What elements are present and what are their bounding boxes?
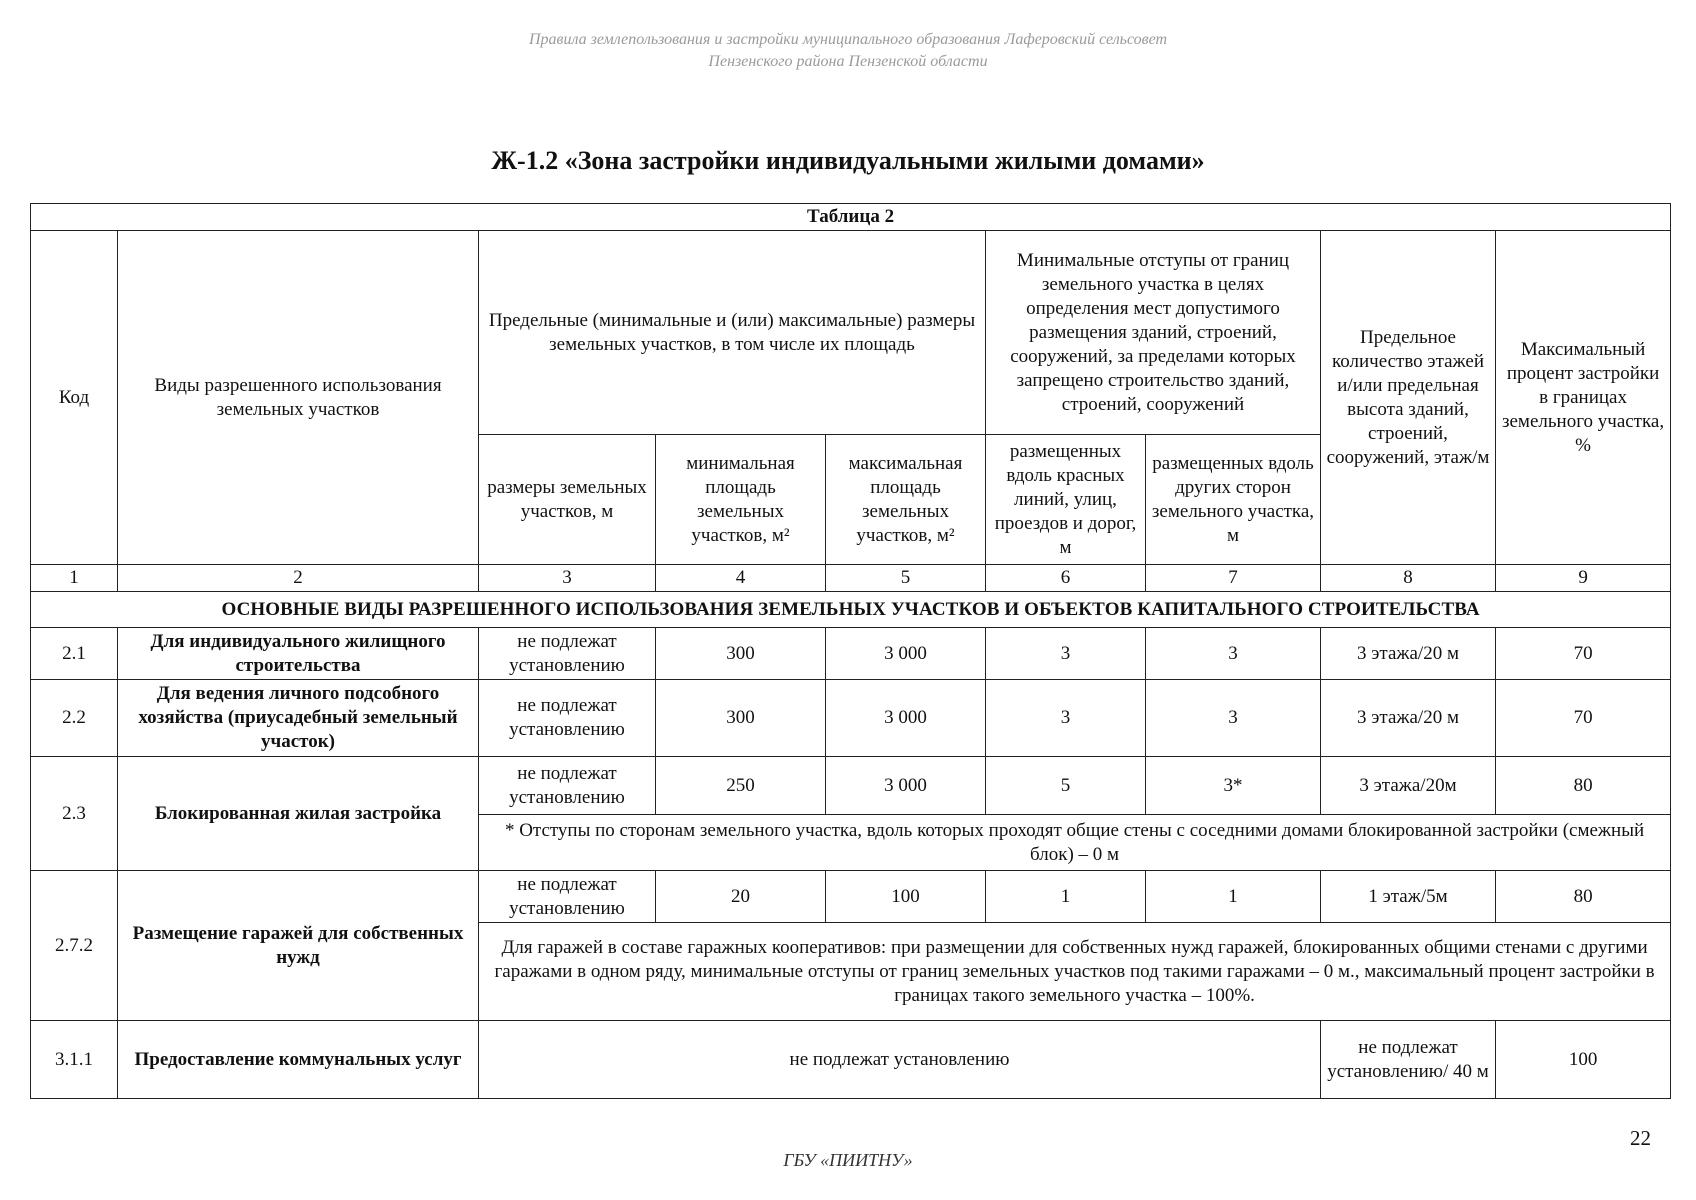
- subheader-max-area: максимальная площадь земельных участков, м²: [826, 435, 986, 565]
- document-header-line-1: Правила землепользования и застройки муниципального образования Лаферовский сельсовет: [528, 31, 1168, 48]
- header-kind: Виды разрешенного использования земельных участков: [118, 231, 479, 565]
- cell-min-area: 300: [656, 628, 826, 680]
- page-number: 22: [1630, 1126, 1651, 1150]
- column-number: 7: [1146, 565, 1321, 592]
- column-number: 9: [1496, 565, 1671, 592]
- cell-kind: Предоставление коммунальных услуг: [118, 1021, 479, 1099]
- table-row: [31, 628, 1671, 680]
- column-number: 8: [1321, 565, 1496, 592]
- header-group-setbacks: Минимальные отступы от границ земельного участка в целях определения мест допустимого размещения зданий, строений, сооружений, за пределами которых запрещено строительство зданий, строений, сооружений: [986, 231, 1321, 435]
- cell-other-sides: 3*: [1146, 757, 1321, 815]
- document-footer: ГБУ «ПИИТНУ»: [783, 1150, 913, 1170]
- cell-sizes: не подлежат установлению: [479, 628, 656, 680]
- column-number: 4: [656, 565, 826, 592]
- cell-max-area: 3 000: [826, 680, 986, 757]
- cell-red-lines: 3: [986, 680, 1146, 757]
- column-number: 2: [118, 565, 479, 592]
- cell-note: Для гаражей в составе гаражных кооперативов: при размещении для собственных нужд гаражей, блокированных общими стенами с другими гаражами в одном ряду, минимальные отступы от границ земельных участков под такими гаражами – 0 м., максимальный процент застройки в границах такого земельного участка – 100%.: [479, 923, 1671, 1021]
- cell-percent: 80: [1496, 757, 1671, 815]
- cell-kind: Блокированная жилая застройка: [118, 757, 479, 871]
- cell-min-area: 250: [656, 757, 826, 815]
- cell-kind: Для индивидуального жилищного строительства: [118, 628, 479, 680]
- cell-sizes: не подлежат установлению: [479, 757, 656, 815]
- cell-percent: 80: [1496, 871, 1671, 923]
- cell-red-lines: 3: [986, 628, 1146, 680]
- cell-sizes: не подлежат установлению: [479, 680, 656, 757]
- cell-floors: не подлежат установлению/ 40 м: [1321, 1021, 1496, 1099]
- cell-max-area: 3 000: [826, 628, 986, 680]
- cell-merged-values: не подлежат установлению: [479, 1021, 1321, 1099]
- cell-other-sides: 1: [1146, 871, 1321, 923]
- cell-kind: Для ведения личного подсобного хозяйства (приусадебный земельный участок): [118, 680, 479, 757]
- cell-floors: 3 этажа/20 м: [1321, 628, 1496, 680]
- header-percent: Максимальный процент застройки в границах земельного участка, %: [1496, 231, 1671, 565]
- table-row: [31, 1021, 1671, 1099]
- subheader-sizes: размеры земельных участков, м: [479, 435, 656, 565]
- cell-other-sides: 3: [1146, 680, 1321, 757]
- cell-other-sides: 3: [1146, 628, 1321, 680]
- cell-percent: 70: [1496, 680, 1671, 757]
- cell-min-area: 300: [656, 680, 826, 757]
- cell-max-area: 100: [826, 871, 986, 923]
- cell-code: 2.3: [31, 757, 118, 871]
- header-floors: Предельное количество этажей и/или предельная высота зданий, строений, сооружений, этаж/м: [1321, 231, 1496, 565]
- cell-code: 2.1: [31, 628, 118, 680]
- document-header-line-2: Пензенского района Пензенской области: [708, 53, 988, 70]
- subheader-min-area: минимальная площадь земельных участков, м²: [656, 435, 826, 565]
- cell-percent: 70: [1496, 628, 1671, 680]
- column-number: 5: [826, 565, 986, 592]
- cell-code: 2.2: [31, 680, 118, 757]
- cell-floors: 1 этаж/5м: [1321, 871, 1496, 923]
- table-row: [31, 871, 1671, 923]
- cell-floors: 3 этажа/20 м: [1321, 680, 1496, 757]
- page-title: Ж-1.2 «Зона застройки индивидуальными жилыми домами»: [491, 146, 1205, 175]
- cell-red-lines: 1: [986, 871, 1146, 923]
- section-heading: ОСНОВНЫЕ ВИДЫ РАЗРЕШЕННОГО ИСПОЛЬЗОВАНИЯ ЗЕМЕЛЬНЫХ УЧАСТКОВ И ОБЪЕКТОВ КАПИТАЛЬНОГО СТРОИТЕЛЬСТВА: [31, 592, 1671, 628]
- table-number: Таблица 2: [31, 204, 1671, 231]
- table-row: [31, 680, 1671, 757]
- column-number: 1: [31, 565, 118, 592]
- cell-kind: Размещение гаражей для собственных нужд: [118, 871, 479, 1021]
- cell-note: * Отступы по сторонам земельного участка, вдоль которых проходят общие стены с соседними домами блокированной застройки (смежный блок) – 0 м: [479, 815, 1671, 871]
- table-row: [31, 757, 1671, 815]
- header-group-sizes: Предельные (минимальные и (или) максимальные) размеры земельных участков, в том числе их площадь: [479, 231, 986, 435]
- cell-red-lines: 5: [986, 757, 1146, 815]
- column-number: 6: [986, 565, 1146, 592]
- cell-max-area: 3 000: [826, 757, 986, 815]
- cell-code: 3.1.1: [31, 1021, 118, 1099]
- zoning-table: [30, 203, 1671, 1099]
- cell-min-area: 20: [656, 871, 826, 923]
- subheader-red-lines: размещенных вдоль красных линий, улиц, проездов и дорог, м: [986, 435, 1146, 565]
- header-code: Код: [31, 231, 118, 565]
- cell-code: 2.7.2: [31, 871, 118, 1021]
- column-number: 3: [479, 565, 656, 592]
- cell-sizes: не подлежат установлению: [479, 871, 656, 923]
- subheader-other-sides: размещенных вдоль других сторон земельного участка, м: [1146, 435, 1321, 565]
- cell-percent: 100: [1496, 1021, 1671, 1099]
- cell-floors: 3 этажа/20м: [1321, 757, 1496, 815]
